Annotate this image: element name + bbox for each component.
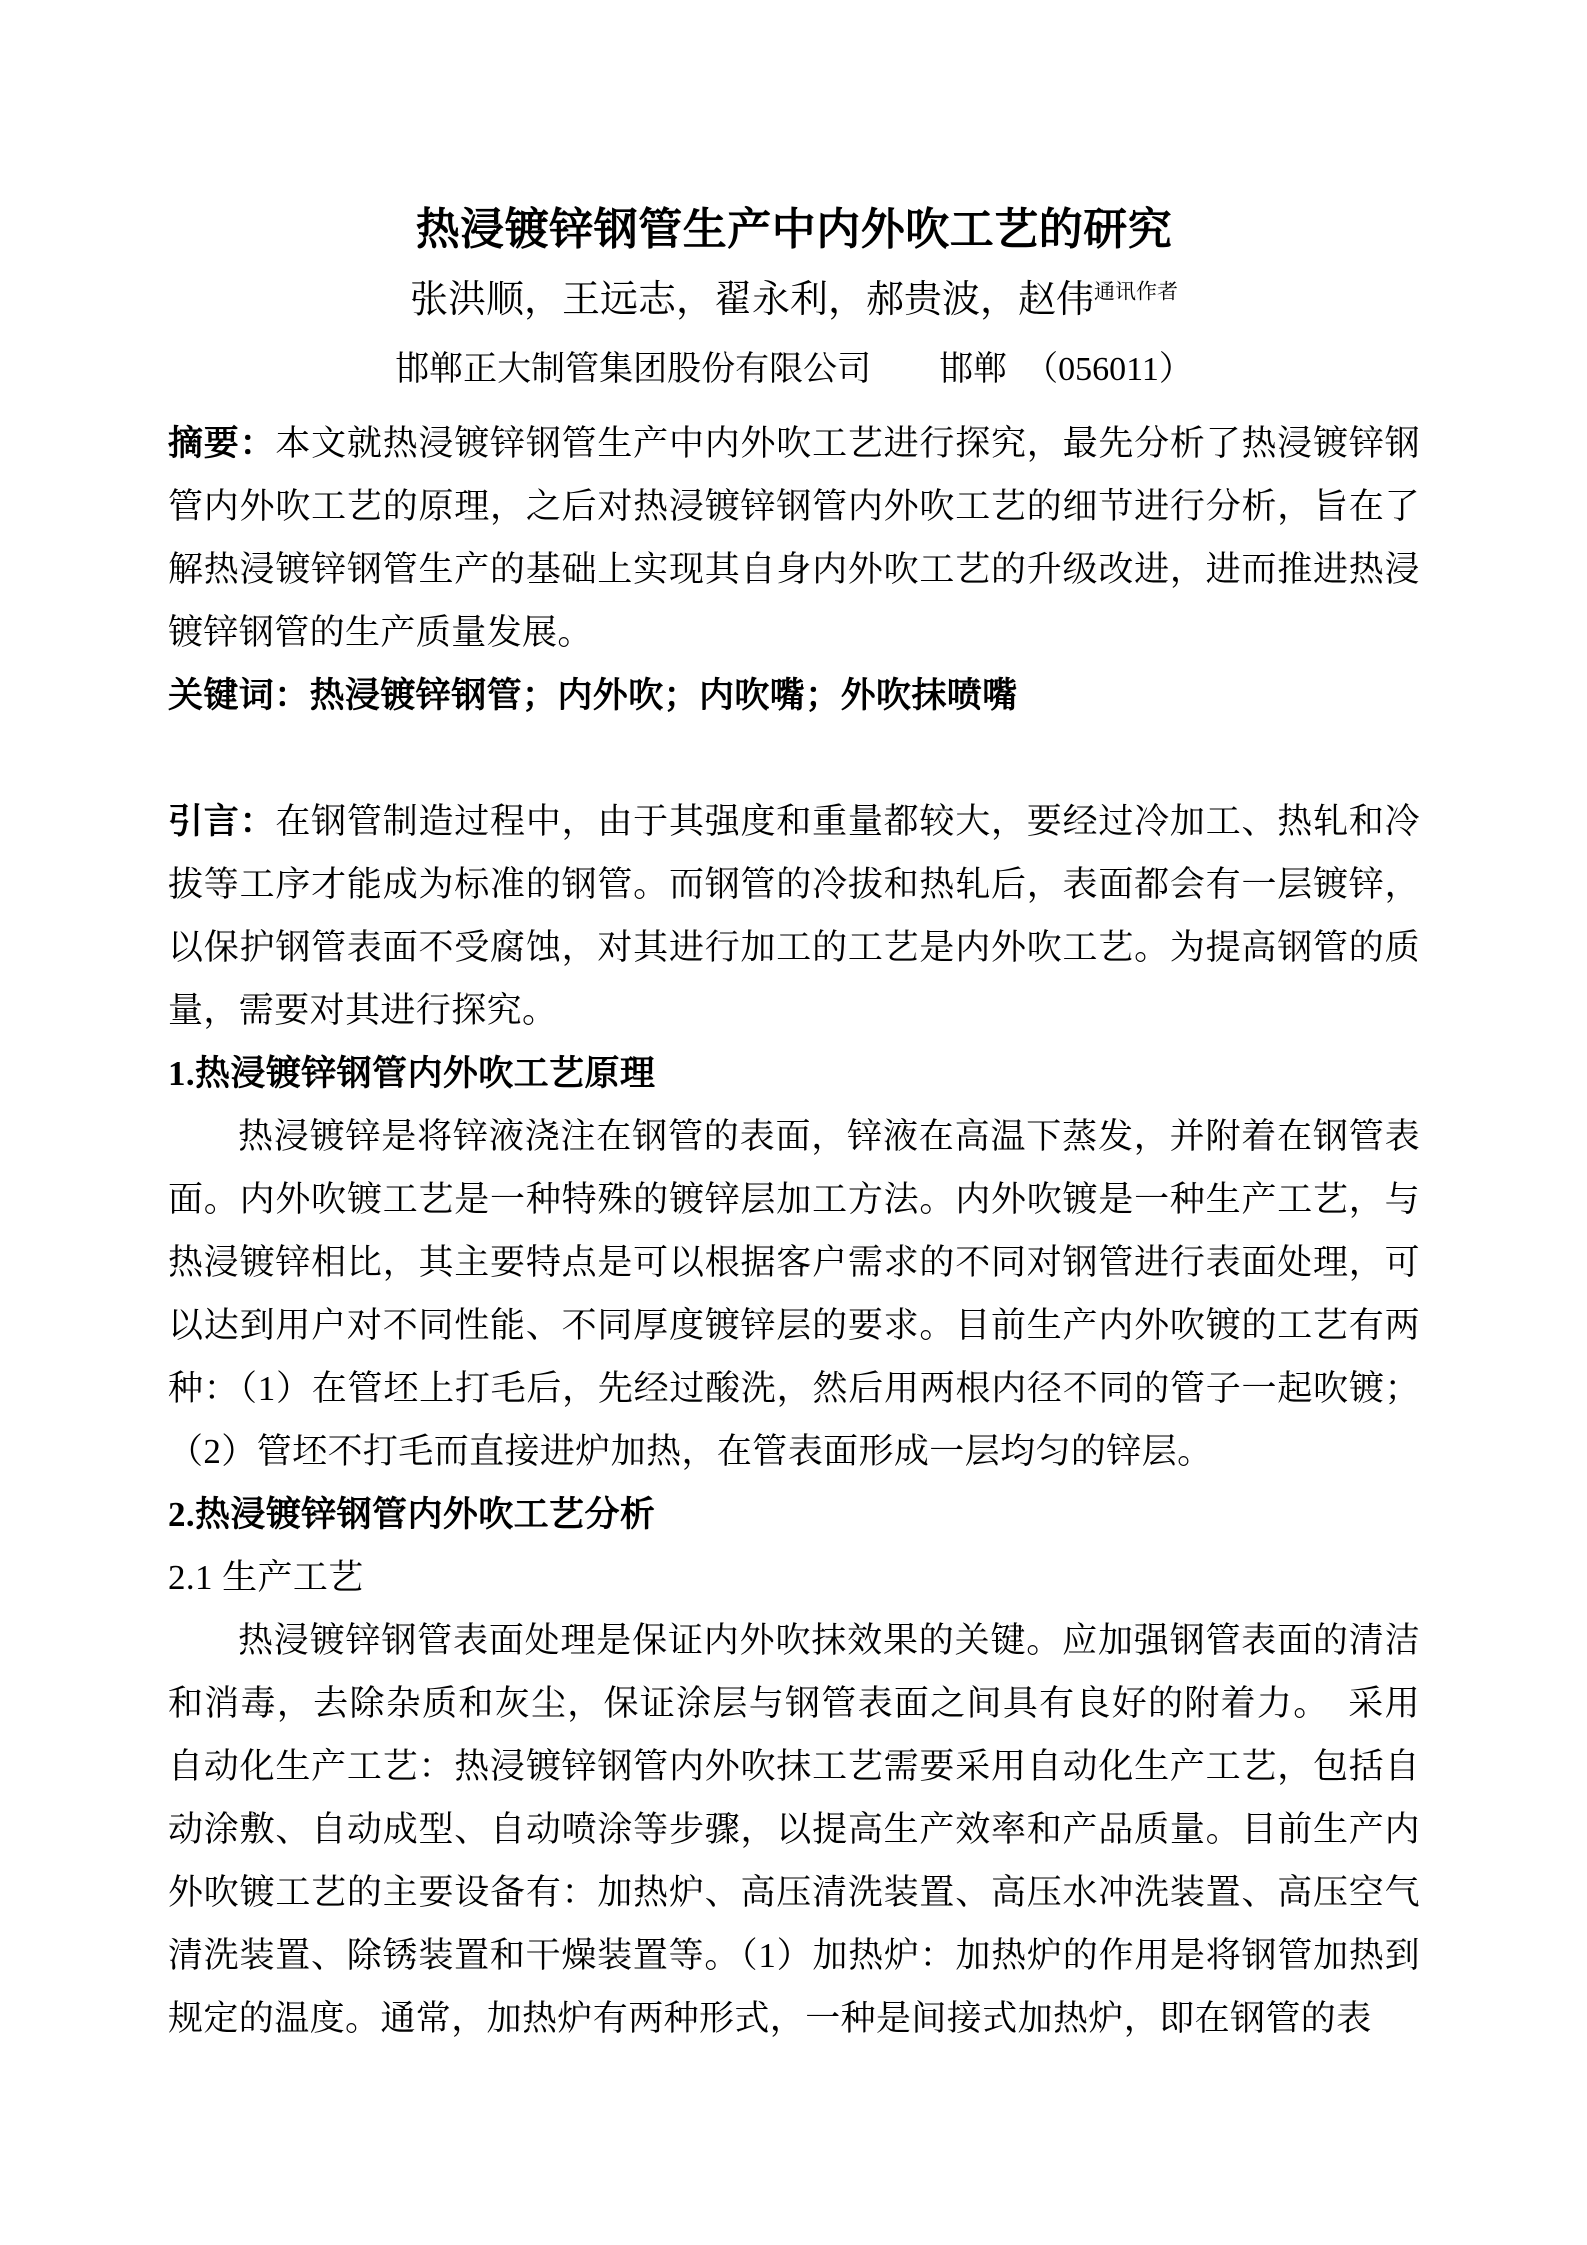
document-content xyxy=(168,195,1420,2050)
section-2-heading: 2.热浸镀锌钢管内外吹工艺分析 xyxy=(168,1495,656,1534)
abstract-label: 摘要： xyxy=(168,424,276,463)
keywords-label: 关键词： xyxy=(168,676,310,715)
abstract-paragraph xyxy=(168,412,1420,664)
section-1-paragraph: 热浸镀锌是将锌液浇注在钢管的表面，锌液在高温下蒸发，并附着在钢管表面。内外吹镀工艺是一种特殊的镀锌层加工方法。内外吹镀是一种生产工艺，与热浸镀锌相比，其主要特点是可以根据客户需求的不同对钢管进行表面处理，可以达到用户对不同性能、不同厚度镀锌层的要求。目前生产内外吹镀的工艺有两种：（1）在管坯上打毛后，先经过酸洗，然后用两根内径不同的管子一起吹镀；（2）管坯不打毛而直接进炉加热，在管表面形成一层均匀的锌层。 xyxy=(168,1117,1420,1471)
introduction-label: 引言： xyxy=(168,802,276,841)
blank-line xyxy=(168,727,1420,790)
abstract-text: 本文就热浸镀锌钢管生产中内外吹工艺进行探究，最先分析了热浸镀锌钢管内外吹工艺的原理，之后对热浸镀锌钢管内外吹工艺的细节进行分析，旨在了解热浸镀锌钢管生产的基础上实现其自身内外吹工艺的升级改进，进而推进热浸镀锌钢管的生产质量发展。 xyxy=(168,424,1421,652)
section-1-heading: 1.热浸镀锌钢管内外吹工艺原理 xyxy=(168,1054,656,1093)
paper-title: 热浸镀锌钢管生产中内外吹工艺的研究 xyxy=(415,205,1173,254)
authors-names: 张洪顺，王远志，翟永利，郝贵波，赵伟 xyxy=(409,279,1094,321)
introduction-paragraph xyxy=(168,790,1420,1042)
corresponding-author-note: 通讯作者 xyxy=(1094,279,1178,304)
introduction-text: 在钢管制造过程中，由于其强度和重量都较大，要经过冷加工、热轧和冷拔等工序才能成为标准的钢管。而钢管的冷拔和热轧后，表面都会有一层镀锌，以保护钢管表面不受腐蚀，对其进行加工的工艺是内外吹工艺。为提高钢管的质量，需要对其进行探究。 xyxy=(168,802,1421,1030)
affiliation-line: 邯郸正大制管集团股份有限公司 邯郸 （056011） xyxy=(395,351,1193,388)
keywords-text: 热浸镀锌钢管；内外吹；内吹嘴；外吹抹喷嘴 xyxy=(309,676,1018,715)
keywords-line xyxy=(168,664,1420,727)
section-2-1-heading: 2.1 生产工艺 xyxy=(168,1558,364,1597)
authors-line xyxy=(168,265,1420,335)
section-2-1-paragraph: 热浸镀锌钢管表面处理是保证内外吹抹效果的关键。应加强钢管表面的清洁和消毒，去除杂质和灰尘，保证涂层与钢管表面之间具有良好的附着力。 采用自动化生产工艺：热浸镀锌钢管内外吹抹工艺需要采用自动化生产工艺，包括自动涂敷、自动成型、自动喷涂等步骤，以提高生产效率和产品质量。目前生产内外吹镀工艺的主要设备有：加热炉、高压清洗装置、高压水冲洗装置、高压空气清洗装置、除锈装置和干燥装置等。（1）加热炉：加热炉的作用是将钢管加热到规定的温度。通常，加热炉有两种形式，一种是间接式加热炉，即在钢管的表 xyxy=(168,1621,1420,2038)
